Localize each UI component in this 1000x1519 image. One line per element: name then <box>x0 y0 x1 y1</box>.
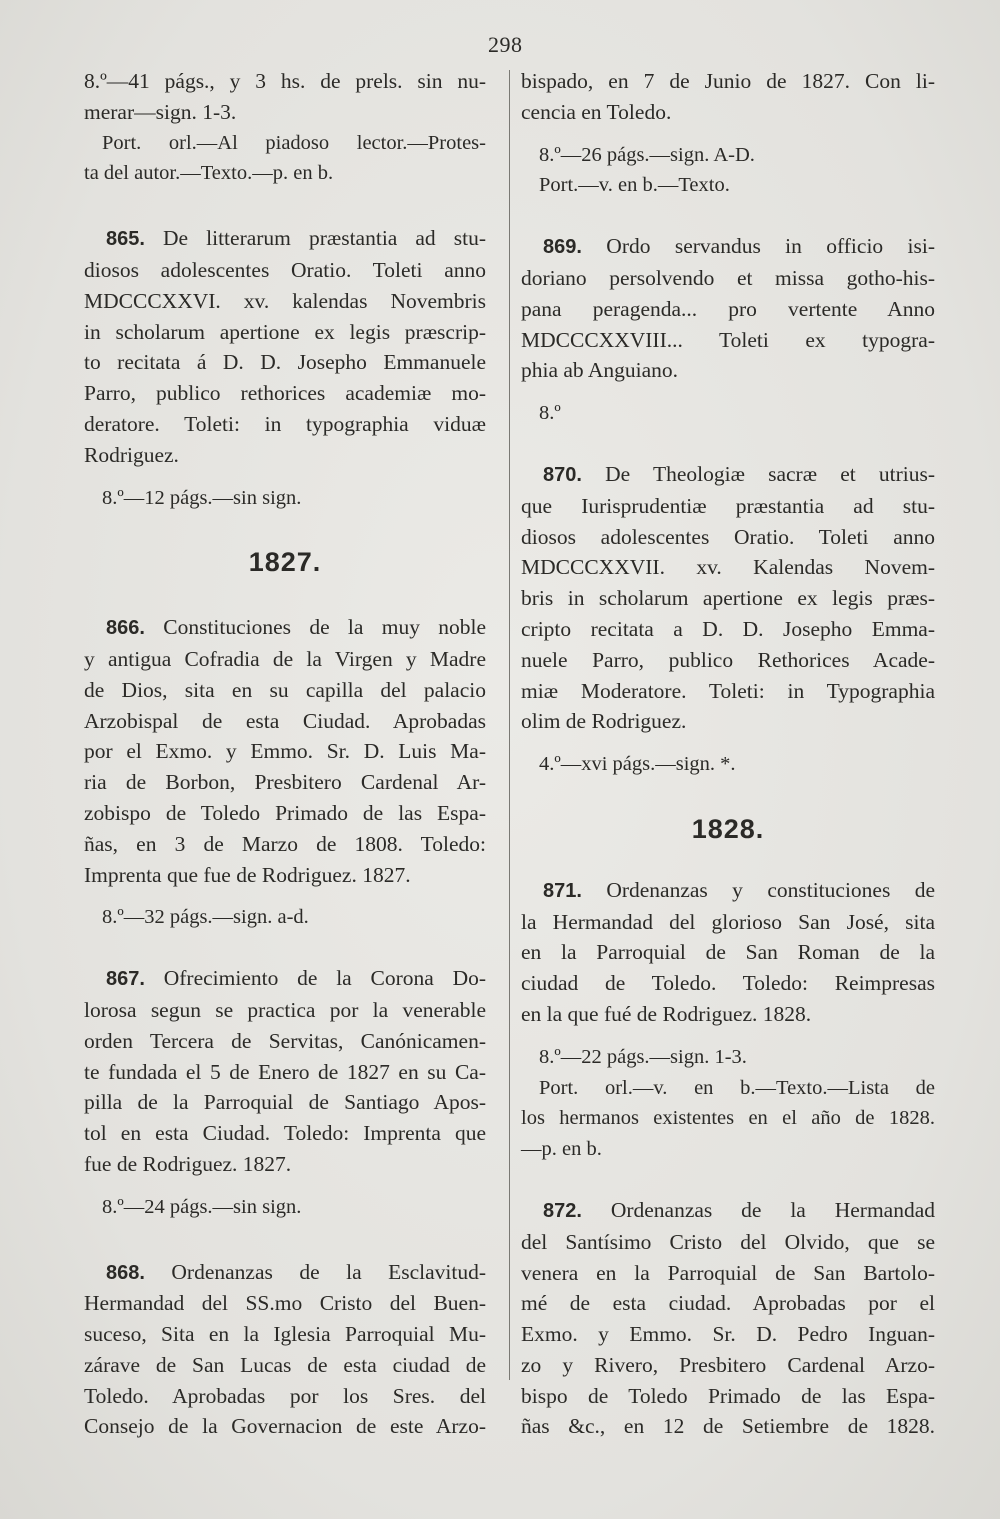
text-line: te fundada el 5 de Enero de 1827 en su Ca- <box>84 1059 486 1084</box>
text-line: Consejo de la Governacion de este Arzo- <box>84 1414 486 1439</box>
text-line: lorosa segun se practica por la venerable <box>84 997 486 1022</box>
text-line: to recitata á D. D. Josepho Emmanuele <box>84 350 486 375</box>
text-line: Exmo. y Emmo. Sr. D. Pedro Inguan- <box>521 1322 935 1347</box>
text-line: de Dios, sita en su capilla del palacio <box>84 677 486 702</box>
text-line: mé de esta ciudad. Aprobadas por el <box>521 1291 935 1316</box>
text-line: cencia en Toledo. <box>521 99 672 124</box>
text-line: en la que fué de Rodriguez. 1828. <box>521 1001 812 1026</box>
entry-detail: 4.º—xvi págs.—sign. *. <box>539 753 736 776</box>
entry-870 <box>521 459 935 780</box>
text-line: ñas &c., en 12 de Setiembre de 1828. <box>521 1414 935 1439</box>
text-line: diosos adolescentes Oratio. Toleti anno <box>521 524 935 549</box>
text-line: zobispo de Toledo Primado de las Espa- <box>84 800 486 825</box>
text-line: Hermandad del SS.mo Cristo del Buen- <box>84 1291 486 1316</box>
entry-number: 870. <box>543 463 582 486</box>
text-line: 8.º—41 págs., y 3 hs. de prels. sin nu- <box>84 69 486 93</box>
entry-first-line <box>84 1257 486 1289</box>
text-line: zárave de San Lucas de esta ciudad de <box>84 1352 486 1377</box>
text-line: Ordenanzas y constituciones de <box>606 877 935 902</box>
entry-detail <box>84 128 486 190</box>
text-line: en la Parroquial de San Roman de la <box>521 940 935 965</box>
text-line: MDCCCXXVIII... Toleti ex typogra- <box>521 327 935 352</box>
text-line: la Hermandad del glorioso San José, sita <box>521 909 935 934</box>
text-line: olim de Rodriguez. <box>521 709 687 734</box>
detail-line: los hermanos existentes en el año de 1828. <box>521 1107 935 1130</box>
entry-number: 866. <box>106 617 145 640</box>
text-line: De Theologiæ sacræ et utrius- <box>605 461 936 486</box>
text-line: nuele Parro, publico Rethorices Acade- <box>521 647 935 672</box>
entry-detail <box>521 140 935 202</box>
text-line: bris in scholarum apertione ex legis præs- <box>521 586 935 611</box>
text-line: que Iurisprudentiæ præstantia ad stu- <box>521 493 935 518</box>
entry-first-line <box>521 231 935 263</box>
text-line: zo y Rivero, Presbitero Cardenal Arzo- <box>521 1352 935 1377</box>
entry-864-tail <box>84 66 486 189</box>
text-line: Ofrecimiento de la Corona Do- <box>163 966 486 991</box>
text-line: Ordo servandus in officio isi- <box>606 234 935 259</box>
detail-line: Port. orl.—v. en b.—Texto.—Lista de <box>539 1076 935 1099</box>
text-line: y antigua Cofradia de la Virgen y Madre <box>84 646 486 671</box>
text-line: in scholarum apertione ex legis præscrip- <box>84 319 486 344</box>
text-line: diosos adolescentes Oratio. Toleti anno <box>84 257 486 282</box>
entry-869 <box>521 231 935 429</box>
entry-number: 871. <box>543 879 582 902</box>
entry-first-line <box>84 223 486 255</box>
text-line: pilla de la Parroquial de Santiago Apos- <box>84 1090 486 1115</box>
entry-871 <box>521 875 935 1165</box>
detail-line: 8.º—22 págs.—sign. 1-3. <box>539 1045 747 1068</box>
entry-first-line <box>521 1195 935 1227</box>
right-column <box>521 66 935 1442</box>
entry-868 <box>84 1257 486 1443</box>
column-divider <box>509 70 510 1380</box>
detail-line: ta del autor.—Texto.—p. en b. <box>84 162 334 185</box>
text-line: phia ab Anguiano. <box>521 358 679 383</box>
text-line: Ordenanzas de la Hermandad <box>610 1197 935 1222</box>
entry-detail: 8.º—24 págs.—sin sign. <box>102 1195 302 1218</box>
entry-number: 869. <box>543 236 582 259</box>
text-line: ñas, en 3 de Marzo de 1808. Toledo: <box>84 831 486 856</box>
text-line: Arzobispal de esta Ciudad. Aprobadas <box>84 708 486 733</box>
entry-detail <box>521 1042 935 1165</box>
text-line: del Santísimo Cristo del Olvido, que se <box>521 1229 935 1254</box>
text-line: merar—sign. 1-3. <box>84 99 237 124</box>
text-line: bispado, en 7 de Junio de 1827. Con li- <box>521 69 935 93</box>
text-line: Imprenta que fue de Rodriguez. 1827. <box>84 862 411 887</box>
text-line: doriano persolvendo et missa gotho-his- <box>521 265 935 290</box>
year-heading: 1828. <box>691 813 765 844</box>
text-line: ciudad de Toledo. Toledo: Reimpresas <box>521 971 935 996</box>
detail-line: Port.—v. en b.—Texto. <box>539 174 730 197</box>
entry-872 <box>521 1195 935 1442</box>
entry-number: 868. <box>106 1261 145 1284</box>
text-line: deratore. Toleti: in typographia viduæ <box>84 411 486 436</box>
text-line: Parro, publico rethorices academiæ mo- <box>84 381 486 406</box>
text-line: venera en la Parroquial de San Bartolo- <box>521 1260 935 1285</box>
entry-first-line <box>84 612 486 644</box>
entry-detail: 8.º—32 págs.—sign. a-d. <box>102 906 309 929</box>
detail-line: Port. orl.—Al piadoso lector.—Protes- <box>102 131 486 154</box>
text-line: fue de Rodriguez. 1827. <box>84 1151 292 1176</box>
text-line: Ordenanzas de la Esclavitud- <box>171 1259 486 1284</box>
text-line: miæ Moderatore. Toleti: in Typographia <box>521 678 935 703</box>
entry-detail: 8.º <box>539 402 561 425</box>
entry-detail: 8.º—12 págs.—sin sign. <box>102 486 302 509</box>
entry-865 <box>84 223 486 513</box>
text-line: orden Tercera de Servitas, Canónicamen- <box>84 1028 486 1053</box>
text-line: Toledo. Aprobadas por los Sres. del <box>84 1383 486 1408</box>
left-column <box>84 66 486 1442</box>
text-line: MDCCCXXVII. xv. Kalendas Novem- <box>521 555 935 580</box>
entry-number: 872. <box>543 1199 582 1222</box>
year-heading: 1827. <box>248 547 322 578</box>
text-line: ria de Borbon, Presbitero Cardenal Ar- <box>84 770 486 795</box>
entry-868-continued <box>521 66 935 201</box>
detail-line: —p. en b. <box>521 1138 602 1161</box>
entry-number: 867. <box>106 968 145 991</box>
entry-866 <box>84 612 486 933</box>
entry-first-line <box>84 963 486 995</box>
text-line: Constituciones de la muy noble <box>163 615 486 640</box>
entry-867 <box>84 963 486 1222</box>
entry-first-line <box>521 459 935 491</box>
entry-first-line <box>521 875 935 907</box>
text-line: bispo de Toledo Primado de las Espa- <box>521 1383 935 1408</box>
detail-line: 8.º—26 págs.—sign. A-D. <box>539 143 755 166</box>
text-line: por el Exmo. y Emmo. Sr. D. Luis Ma- <box>84 739 486 764</box>
text-line: cripto recitata a D. D. Josepho Emma- <box>521 616 935 641</box>
text-line: suceso, Sita en la Iglesia Parroquial Mu- <box>84 1322 486 1347</box>
page-number: 298 <box>488 32 523 57</box>
text-line: pana peragenda... pro vertente Anno <box>521 296 935 321</box>
text-line: De litterarum præstantia ad stu- <box>163 226 486 251</box>
text-line: MDCCCXXVI. xv. kalendas Novembris <box>84 288 486 313</box>
entry-number: 865. <box>106 228 145 251</box>
text-line: Rodriguez. <box>84 442 179 467</box>
text-line: tol en esta Ciudad. Toledo: Imprenta que <box>84 1121 486 1146</box>
